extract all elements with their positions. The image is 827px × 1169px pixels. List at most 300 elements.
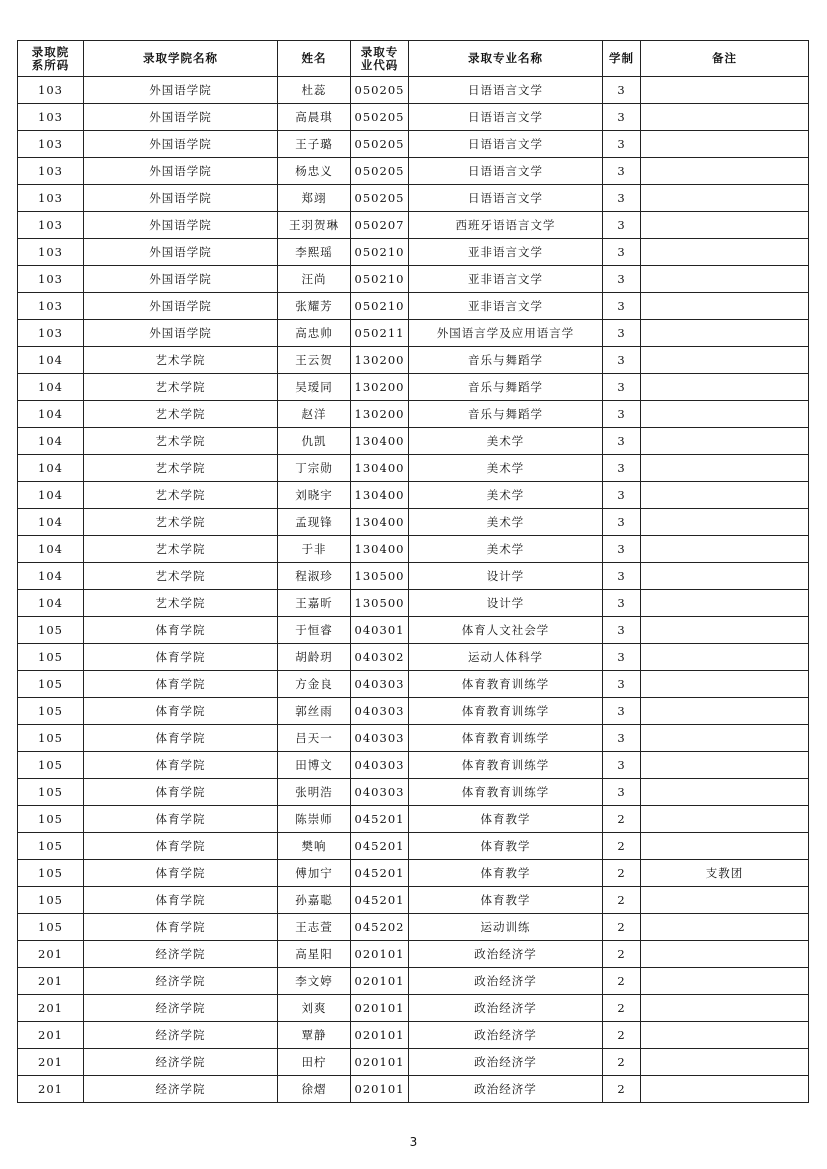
cell-dept-name: 外国语学院 [84, 185, 278, 212]
cell-student-name: 樊响 [278, 833, 351, 860]
cell-dept-code: 105 [18, 914, 84, 941]
cell-major-code: 040301 [351, 617, 409, 644]
cell-duration: 3 [603, 563, 641, 590]
cell-duration: 2 [603, 968, 641, 995]
cell-major-name: 体育教学 [409, 833, 603, 860]
table-row [18, 671, 809, 698]
cell-major-code: 020101 [351, 968, 409, 995]
cell-major-code: 040302 [351, 644, 409, 671]
cell-remarks [641, 455, 809, 482]
cell-dept-code: 105 [18, 833, 84, 860]
cell-remarks [641, 671, 809, 698]
table-row [18, 914, 809, 941]
cell-dept-name: 艺术学院 [84, 428, 278, 455]
cell-dept-code: 201 [18, 1049, 84, 1076]
cell-student-name: 张耀芳 [278, 293, 351, 320]
cell-dept-code: 104 [18, 401, 84, 428]
table-row [18, 266, 809, 293]
cell-duration: 2 [603, 860, 641, 887]
table-row [18, 563, 809, 590]
cell-major-code: 130400 [351, 509, 409, 536]
cell-dept-code: 103 [18, 320, 84, 347]
header-major-name: 录取专业名称 [409, 41, 603, 77]
cell-major-name: 政治经济学 [409, 995, 603, 1022]
cell-major-code: 040303 [351, 779, 409, 806]
cell-major-code: 050205 [351, 77, 409, 104]
cell-major-name: 体育教育训练学 [409, 779, 603, 806]
cell-student-name: 吴瑷同 [278, 374, 351, 401]
cell-student-name: 王云贺 [278, 347, 351, 374]
cell-dept-code: 104 [18, 455, 84, 482]
cell-duration: 3 [603, 536, 641, 563]
table-body [18, 77, 809, 1103]
cell-duration: 3 [603, 185, 641, 212]
cell-duration: 3 [603, 779, 641, 806]
cell-dept-code: 201 [18, 995, 84, 1022]
cell-dept-name: 外国语学院 [84, 320, 278, 347]
cell-dept-code: 105 [18, 644, 84, 671]
cell-major-code: 020101 [351, 995, 409, 1022]
cell-remarks [641, 779, 809, 806]
cell-dept-name: 体育学院 [84, 752, 278, 779]
cell-dept-name: 体育学院 [84, 779, 278, 806]
cell-student-name: 杜蕊 [278, 77, 351, 104]
cell-remarks [641, 590, 809, 617]
cell-student-name: 高晨琪 [278, 104, 351, 131]
cell-duration: 3 [603, 617, 641, 644]
cell-major-code: 045202 [351, 914, 409, 941]
cell-dept-name: 体育学院 [84, 617, 278, 644]
cell-dept-name: 艺术学院 [84, 455, 278, 482]
cell-student-name: 于非 [278, 536, 351, 563]
cell-major-code: 040303 [351, 698, 409, 725]
cell-student-name: 赵洋 [278, 401, 351, 428]
cell-major-name: 美术学 [409, 428, 603, 455]
cell-student-name: 郭丝雨 [278, 698, 351, 725]
table-row [18, 1076, 809, 1103]
cell-major-name: 体育教学 [409, 806, 603, 833]
cell-dept-code: 105 [18, 779, 84, 806]
cell-duration: 2 [603, 806, 641, 833]
cell-major-name: 外国语言学及应用语言学 [409, 320, 603, 347]
table-row [18, 806, 809, 833]
cell-duration: 3 [603, 752, 641, 779]
cell-dept-name: 经济学院 [84, 968, 278, 995]
cell-major-code: 040303 [351, 671, 409, 698]
cell-remarks [641, 617, 809, 644]
cell-major-name: 政治经济学 [409, 1022, 603, 1049]
header-remarks: 备注 [641, 41, 809, 77]
cell-major-code: 050210 [351, 266, 409, 293]
table-row [18, 941, 809, 968]
cell-duration: 3 [603, 266, 641, 293]
cell-major-code: 050211 [351, 320, 409, 347]
table-row [18, 104, 809, 131]
cell-major-code: 020101 [351, 941, 409, 968]
cell-student-name: 孙嘉聪 [278, 887, 351, 914]
table-row [18, 185, 809, 212]
admissions-table [17, 40, 809, 1103]
cell-duration: 3 [603, 590, 641, 617]
cell-dept-code: 104 [18, 590, 84, 617]
cell-major-name: 亚非语言文学 [409, 293, 603, 320]
cell-dept-name: 体育学院 [84, 725, 278, 752]
cell-major-name: 体育教学 [409, 887, 603, 914]
cell-remarks [641, 482, 809, 509]
cell-dept-name: 经济学院 [84, 995, 278, 1022]
cell-student-name: 田博文 [278, 752, 351, 779]
cell-remarks [641, 968, 809, 995]
cell-student-name: 于恒睿 [278, 617, 351, 644]
cell-duration: 2 [603, 833, 641, 860]
cell-major-code: 045201 [351, 806, 409, 833]
cell-student-name: 李文婷 [278, 968, 351, 995]
cell-major-code: 050207 [351, 212, 409, 239]
cell-dept-name: 经济学院 [84, 1022, 278, 1049]
cell-dept-name: 外国语学院 [84, 293, 278, 320]
cell-major-code: 130400 [351, 536, 409, 563]
cell-dept-code: 201 [18, 941, 84, 968]
table-row [18, 779, 809, 806]
cell-dept-name: 外国语学院 [84, 104, 278, 131]
cell-dept-code: 104 [18, 536, 84, 563]
cell-major-code: 050205 [351, 104, 409, 131]
cell-student-name: 程淑珍 [278, 563, 351, 590]
table-row [18, 968, 809, 995]
cell-remarks [641, 428, 809, 455]
table-row [18, 590, 809, 617]
cell-dept-name: 外国语学院 [84, 131, 278, 158]
table-row [18, 833, 809, 860]
cell-remarks [641, 536, 809, 563]
header-duration: 学制 [603, 41, 641, 77]
table-row [18, 536, 809, 563]
cell-duration: 2 [603, 995, 641, 1022]
cell-remarks [641, 104, 809, 131]
cell-student-name: 王子璐 [278, 131, 351, 158]
cell-dept-name: 艺术学院 [84, 347, 278, 374]
header-dept-name: 录取学院名称 [84, 41, 278, 77]
table-row [18, 752, 809, 779]
cell-dept-name: 经济学院 [84, 1076, 278, 1103]
cell-duration: 3 [603, 131, 641, 158]
cell-major-name: 政治经济学 [409, 1049, 603, 1076]
cell-major-code: 130200 [351, 401, 409, 428]
cell-dept-name: 艺术学院 [84, 563, 278, 590]
cell-dept-name: 外国语学院 [84, 77, 278, 104]
cell-major-name: 日语语言文学 [409, 77, 603, 104]
cell-remarks [641, 374, 809, 401]
cell-duration: 3 [603, 158, 641, 185]
cell-major-name: 美术学 [409, 509, 603, 536]
cell-dept-name: 艺术学院 [84, 536, 278, 563]
cell-dept-name: 体育学院 [84, 698, 278, 725]
cell-student-name: 王羽贺琳 [278, 212, 351, 239]
cell-major-name: 政治经济学 [409, 1076, 603, 1103]
table-row [18, 725, 809, 752]
cell-duration: 2 [603, 1022, 641, 1049]
cell-student-name: 高星阳 [278, 941, 351, 968]
cell-dept-name: 体育学院 [84, 671, 278, 698]
cell-duration: 3 [603, 509, 641, 536]
cell-major-name: 体育教育训练学 [409, 752, 603, 779]
cell-major-name: 政治经济学 [409, 941, 603, 968]
cell-dept-code: 104 [18, 482, 84, 509]
table-row [18, 887, 809, 914]
cell-duration: 3 [603, 239, 641, 266]
table-row [18, 509, 809, 536]
cell-student-name: 郑翊 [278, 185, 351, 212]
table-row [18, 212, 809, 239]
cell-dept-name: 外国语学院 [84, 239, 278, 266]
cell-dept-name: 体育学院 [84, 914, 278, 941]
cell-student-name: 刘晓宇 [278, 482, 351, 509]
table-row [18, 428, 809, 455]
cell-major-code: 050205 [351, 185, 409, 212]
cell-major-name: 运动人体科学 [409, 644, 603, 671]
cell-duration: 2 [603, 1049, 641, 1076]
cell-remarks [641, 995, 809, 1022]
cell-major-name: 体育教育训练学 [409, 671, 603, 698]
cell-student-name: 刘爽 [278, 995, 351, 1022]
cell-duration: 2 [603, 1076, 641, 1103]
cell-major-name: 体育教学 [409, 860, 603, 887]
table-row [18, 482, 809, 509]
cell-major-name: 亚非语言文学 [409, 239, 603, 266]
cell-remarks: 支教团 [641, 860, 809, 887]
cell-remarks [641, 185, 809, 212]
cell-major-name: 西班牙语语言文学 [409, 212, 603, 239]
table-row [18, 374, 809, 401]
cell-major-code: 045201 [351, 860, 409, 887]
cell-major-name: 日语语言文学 [409, 158, 603, 185]
cell-remarks [641, 293, 809, 320]
cell-dept-code: 105 [18, 617, 84, 644]
cell-dept-code: 105 [18, 860, 84, 887]
cell-dept-code: 201 [18, 1022, 84, 1049]
cell-duration: 3 [603, 104, 641, 131]
cell-remarks [641, 1049, 809, 1076]
cell-major-name: 日语语言文学 [409, 185, 603, 212]
cell-major-code: 130400 [351, 482, 409, 509]
cell-duration: 3 [603, 482, 641, 509]
cell-remarks [641, 212, 809, 239]
cell-major-code: 130200 [351, 374, 409, 401]
cell-dept-name: 经济学院 [84, 941, 278, 968]
header-major-code: 录取专业代码 [351, 41, 409, 77]
cell-dept-code: 105 [18, 671, 84, 698]
cell-duration: 3 [603, 428, 641, 455]
cell-major-code: 040303 [351, 752, 409, 779]
cell-student-name: 傅加宁 [278, 860, 351, 887]
cell-major-name: 体育教育训练学 [409, 725, 603, 752]
cell-duration: 3 [603, 77, 641, 104]
cell-duration: 3 [603, 212, 641, 239]
cell-student-name: 王志萱 [278, 914, 351, 941]
cell-major-code: 130200 [351, 347, 409, 374]
cell-remarks [641, 563, 809, 590]
cell-dept-name: 外国语学院 [84, 266, 278, 293]
cell-student-name: 覃静 [278, 1022, 351, 1049]
cell-remarks [641, 239, 809, 266]
cell-student-name: 仇凯 [278, 428, 351, 455]
cell-major-code: 130400 [351, 428, 409, 455]
cell-remarks [641, 401, 809, 428]
cell-major-code: 045201 [351, 833, 409, 860]
cell-major-code: 050210 [351, 293, 409, 320]
cell-duration: 3 [603, 725, 641, 752]
table-row [18, 239, 809, 266]
cell-dept-name: 体育学院 [84, 833, 278, 860]
cell-duration: 2 [603, 887, 641, 914]
cell-major-code: 050205 [351, 131, 409, 158]
cell-major-code: 040303 [351, 725, 409, 752]
cell-dept-code: 104 [18, 509, 84, 536]
cell-major-code: 020101 [351, 1049, 409, 1076]
cell-major-code: 130500 [351, 590, 409, 617]
cell-major-name: 政治经济学 [409, 968, 603, 995]
cell-duration: 3 [603, 374, 641, 401]
page-number: 3 [409, 1135, 418, 1149]
cell-dept-name: 艺术学院 [84, 401, 278, 428]
cell-remarks [641, 131, 809, 158]
cell-major-name: 体育教育训练学 [409, 698, 603, 725]
cell-major-name: 音乐与舞蹈学 [409, 374, 603, 401]
cell-remarks [641, 806, 809, 833]
table-row [18, 131, 809, 158]
cell-major-code: 050210 [351, 239, 409, 266]
cell-major-name: 音乐与舞蹈学 [409, 347, 603, 374]
cell-major-name: 设计学 [409, 590, 603, 617]
cell-duration: 2 [603, 941, 641, 968]
cell-dept-code: 201 [18, 968, 84, 995]
cell-dept-code: 103 [18, 293, 84, 320]
header-dept-code: 录取院系所码 [18, 41, 84, 77]
cell-duration: 2 [603, 914, 641, 941]
cell-dept-code: 103 [18, 158, 84, 185]
cell-duration: 3 [603, 644, 641, 671]
cell-dept-name: 艺术学院 [84, 482, 278, 509]
cell-major-name: 美术学 [409, 455, 603, 482]
cell-dept-code: 201 [18, 1076, 84, 1103]
cell-dept-name: 艺术学院 [84, 374, 278, 401]
cell-remarks [641, 752, 809, 779]
cell-major-name: 亚非语言文学 [409, 266, 603, 293]
cell-dept-name: 艺术学院 [84, 590, 278, 617]
cell-major-code: 130400 [351, 455, 409, 482]
cell-student-name: 孟现锋 [278, 509, 351, 536]
cell-dept-code: 105 [18, 752, 84, 779]
cell-dept-code: 104 [18, 563, 84, 590]
cell-major-name: 日语语言文学 [409, 131, 603, 158]
cell-student-name: 吕天一 [278, 725, 351, 752]
cell-remarks [641, 509, 809, 536]
table-row [18, 77, 809, 104]
cell-dept-code: 103 [18, 212, 84, 239]
cell-student-name: 王嘉昕 [278, 590, 351, 617]
table-row [18, 995, 809, 1022]
cell-major-name: 美术学 [409, 482, 603, 509]
cell-remarks [641, 941, 809, 968]
table-row [18, 644, 809, 671]
cell-major-code: 050205 [351, 158, 409, 185]
cell-major-name: 体育人文社会学 [409, 617, 603, 644]
cell-dept-code: 103 [18, 77, 84, 104]
cell-major-code: 045201 [351, 887, 409, 914]
cell-student-name: 方金良 [278, 671, 351, 698]
cell-major-name: 设计学 [409, 563, 603, 590]
cell-remarks [641, 77, 809, 104]
cell-remarks [641, 320, 809, 347]
cell-dept-name: 外国语学院 [84, 212, 278, 239]
cell-duration: 3 [603, 455, 641, 482]
cell-dept-code: 103 [18, 104, 84, 131]
cell-dept-name: 经济学院 [84, 1049, 278, 1076]
cell-dept-code: 105 [18, 887, 84, 914]
cell-student-name: 杨忠义 [278, 158, 351, 185]
cell-remarks [641, 644, 809, 671]
cell-duration: 3 [603, 671, 641, 698]
cell-remarks [641, 347, 809, 374]
cell-dept-code: 105 [18, 725, 84, 752]
table-row [18, 1049, 809, 1076]
cell-remarks [641, 1022, 809, 1049]
cell-duration: 3 [603, 347, 641, 374]
cell-major-name: 运动训练 [409, 914, 603, 941]
table-row [18, 320, 809, 347]
cell-dept-name: 艺术学院 [84, 509, 278, 536]
cell-remarks [641, 158, 809, 185]
cell-duration: 3 [603, 293, 641, 320]
header-name: 姓名 [278, 41, 351, 77]
table-row [18, 617, 809, 644]
cell-remarks [641, 833, 809, 860]
table-row [18, 158, 809, 185]
table-row [18, 698, 809, 725]
table-row [18, 293, 809, 320]
cell-duration: 3 [603, 401, 641, 428]
cell-dept-code: 104 [18, 428, 84, 455]
cell-dept-code: 105 [18, 698, 84, 725]
cell-remarks [641, 1076, 809, 1103]
table-row [18, 347, 809, 374]
cell-remarks [641, 266, 809, 293]
cell-dept-name: 体育学院 [84, 887, 278, 914]
cell-remarks [641, 887, 809, 914]
table-row [18, 1022, 809, 1049]
cell-dept-code: 103 [18, 131, 84, 158]
cell-student-name: 胡龄玥 [278, 644, 351, 671]
cell-dept-code: 103 [18, 185, 84, 212]
cell-major-code: 130500 [351, 563, 409, 590]
cell-major-name: 美术学 [409, 536, 603, 563]
cell-dept-code: 105 [18, 806, 84, 833]
cell-student-name: 陈崇师 [278, 806, 351, 833]
cell-remarks [641, 914, 809, 941]
cell-dept-name: 体育学院 [84, 644, 278, 671]
cell-student-name: 高忠帅 [278, 320, 351, 347]
cell-student-name: 汪尚 [278, 266, 351, 293]
cell-dept-name: 体育学院 [84, 806, 278, 833]
cell-student-name: 丁宗勋 [278, 455, 351, 482]
cell-student-name: 张明浩 [278, 779, 351, 806]
cell-major-code: 020101 [351, 1022, 409, 1049]
cell-major-name: 日语语言文学 [409, 104, 603, 131]
cell-remarks [641, 725, 809, 752]
cell-major-code: 020101 [351, 1076, 409, 1103]
cell-student-name: 田柠 [278, 1049, 351, 1076]
cell-student-name: 李熙瑶 [278, 239, 351, 266]
